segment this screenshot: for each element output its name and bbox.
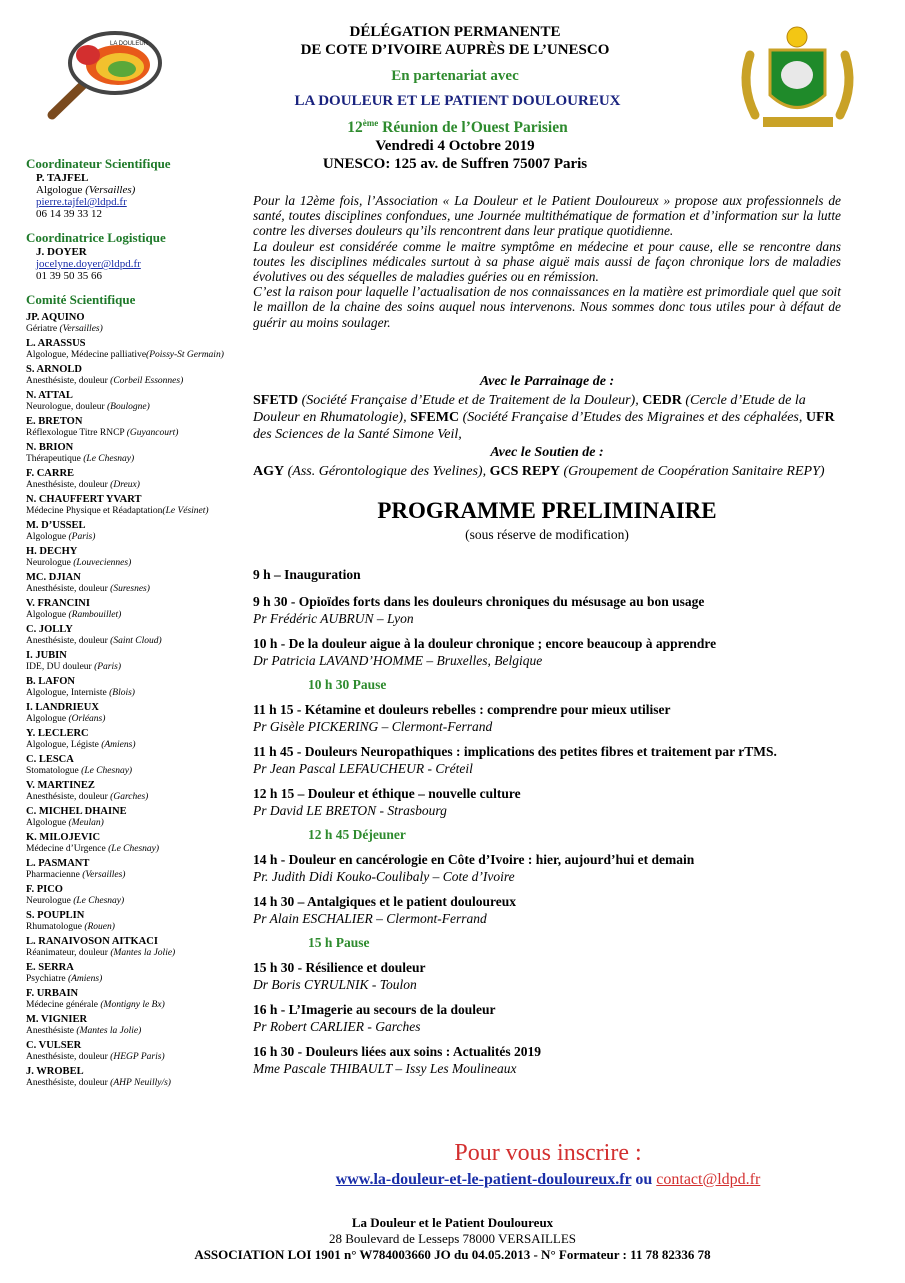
programme-session — [253, 893, 853, 927]
coordinator-scientific-title: Coordinateur Scientifique — [26, 156, 171, 171]
member-name: F. PICO — [26, 884, 63, 895]
session-speaker: Mme Pascale THIBAULT – Issy Les Moulineaux — [253, 1061, 517, 1076]
member-name: I. JUBIN — [26, 650, 67, 661]
member-role: Algologue, Interniste (Blois) — [26, 688, 135, 698]
member-name: S. ARNOLD — [26, 364, 83, 375]
member-name: JP. AQUINO — [26, 312, 85, 323]
session-speaker: Dr Boris CYRULNIK - Toulon — [253, 977, 417, 992]
committee-member — [26, 702, 241, 725]
member-role: Neurologue, douleur (Boulogne) — [26, 402, 150, 412]
committee-member — [26, 728, 241, 751]
programme-list — [253, 566, 853, 1085]
member-role: Anesthésiste, douleur (HEGP Paris) — [26, 1052, 165, 1062]
member-role: IDE, DU douleur (Paris) — [26, 662, 121, 672]
partnership-label: En partenariat avec — [391, 68, 519, 84]
member-name: C. LESCA — [26, 754, 74, 765]
meeting-venue: UNESCO: 125 av. de Suffren 75007 Paris — [322, 156, 588, 172]
member-role: Réanimateur, douleur (Mantes la Jolie) — [26, 948, 176, 958]
member-name: L. RANAIVOSON AITKACI — [26, 936, 158, 947]
committee-member — [26, 832, 241, 855]
member-role: Anesthésiste, douleur (Suresnes) — [26, 584, 150, 594]
programme-subtitle: (sous réserve de modification) — [465, 527, 629, 542]
member-role: Neurologue (Le Chesnay) — [26, 896, 125, 906]
member-name: N. ATTAL — [26, 390, 73, 401]
website-link[interactable]: www.la-douleur-et-le-patient-douloureux.fr — [335, 1171, 632, 1188]
meeting-date: Vendredi 4 Octobre 2019 — [375, 138, 535, 154]
coordinator-scientific-role: Algologue (Versailles) — [36, 184, 136, 196]
committee-member — [26, 624, 241, 647]
committee-member — [26, 858, 241, 881]
session-speaker: Pr Frédéric AUBRUN – Lyon — [253, 611, 414, 626]
session-speaker: Pr Jean Pascal LEFAUCHEUR - Créteil — [253, 761, 473, 776]
session-speaker: Pr. Judith Didi Kouko-Coulibaly – Cote d’Ivoire — [253, 869, 515, 884]
committee-member — [26, 312, 241, 335]
member-role: Médecine Physique et Réadaptation(Le Vésinet) — [26, 506, 209, 516]
committee-member — [26, 442, 241, 465]
session-speaker: Pr David LE BRETON - Strasbourg — [253, 803, 447, 818]
programme-session — [253, 851, 853, 885]
delegation-line-2: DE COTE D’IVOIRE AUPRÈS DE L’UNESCO — [300, 42, 610, 58]
member-role: Médecine d’Urgence (Le Chesnay) — [26, 844, 160, 854]
session-title: 11 h 45 - Douleurs Neuropathiques : implications des petites fibres et traitement par rTMS. — [253, 744, 777, 759]
session-title: 14 h - Douleur en cancérologie en Côte d’Ivoire : hier, aujourd’hui et demain — [253, 852, 695, 867]
session-title: 15 h 30 - Résilience et douleur — [253, 960, 426, 975]
member-name: C. JOLLY — [26, 624, 73, 635]
member-role: Algologue (Meulan) — [26, 818, 104, 828]
member-name: F. URBAIN — [26, 988, 79, 999]
member-role: Pharmacienne (Versailles) — [26, 870, 126, 880]
session-title: 10 h - De la douleur aigue à la douleur chronique ; encore beaucoup à apprendre — [253, 636, 717, 651]
member-role: Réflexologue Titre RNCP (Guyancourt) — [26, 428, 179, 438]
member-role: Anesthésiste, douleur (Corbeil Essonnes) — [26, 376, 184, 386]
committee-member — [26, 546, 241, 569]
member-role: Anesthésiste, douleur (Garches) — [26, 792, 149, 802]
committee-member — [26, 650, 241, 673]
session-speaker: Pr Alain ESCHALIER – Clermont-Ferrand — [253, 911, 487, 926]
member-name: L. PASMANT — [26, 858, 90, 869]
session-speaker: Pr Gisèle PICKERING – Clermont-Ferrand — [253, 719, 493, 734]
register-heading: Pour vous inscrire : — [454, 1140, 642, 1166]
session-title: 16 h - L’Imagerie au secours de la douleur — [253, 1002, 496, 1017]
member-role: Thérapeutique (Le Chesnay) — [26, 454, 135, 464]
coordinator-scientific-email-link[interactable]: pierre.tajfel@ldpd.fr — [36, 196, 127, 208]
member-name: L. ARASSUS — [26, 338, 86, 349]
member-role: Stomatologue (Le Chesnay) — [26, 766, 133, 776]
committee-member — [26, 936, 241, 959]
committee-member — [26, 806, 241, 829]
parrainage-list: SFETD (Société Française d’Etude et de Traitement de la Douleur), CEDR (Cercle d’Etude de la Douleur en Rhumatologie), SFEMC (Société Française d’Etudes des Migraines et des céphalées, UFR des Sciences de la Santé Simone Veil, — [253, 393, 835, 442]
member-role: Neurologue (Louveciennes) — [26, 558, 132, 568]
programme-session — [253, 743, 853, 777]
member-name: MC. DJIAN — [26, 572, 81, 583]
committee-member — [26, 780, 241, 803]
member-role: Anesthésiste, douleur (Dreux) — [26, 480, 140, 490]
committee-member — [26, 1066, 241, 1089]
footer-legal: ASSOCIATION LOI 1901 n° W784003660 JO du 04.05.2013 - N° Formateur : 11 78 82336 78 — [194, 1247, 711, 1262]
member-role: Algologue (Rambouillet) — [26, 610, 122, 620]
soutien-list: AGY (Ass. Gérontologique des Yvelines), GCS REPY (Groupement de Coopération Sanitaire REPY) — [253, 464, 825, 479]
member-role: Algologue, Légiste (Amiens) — [26, 740, 136, 750]
committee-member — [26, 494, 241, 517]
member-name: E. BRETON — [26, 416, 83, 427]
member-name: H. DECHY — [26, 546, 78, 557]
session-title: 12 h 15 – Douleur et éthique – nouvelle culture — [253, 786, 521, 801]
organization-name: LA DOULEUR ET LE PATIENT DOULOUREUX — [294, 93, 621, 109]
member-name: Y. LECLERC — [26, 728, 89, 739]
intro-paragraph: La douleur est considérée comme le maitre symptôme en médecine et pour cause, elle se rencontre dans toutes les disciplines médicales surtout à sa phase aiguë mais aussi de façon chronique lors de maladies évolutives ou des séquelles de maladies guéries ou en rémission. — [253, 238, 841, 285]
programme-session — [253, 959, 853, 993]
soutien-title: Avec le Soutien de : — [490, 445, 604, 460]
committee-member — [26, 364, 241, 387]
programme-break: 10 h 30 Pause — [308, 677, 387, 692]
member-role: Psychiatre (Amiens) — [26, 974, 103, 984]
coordinator-scientific-phone: 06 14 39 33 12 — [36, 208, 102, 220]
committee-member — [26, 572, 241, 595]
session-title: 14 h 30 – Antalgiques et le patient douloureux — [253, 894, 517, 909]
programme-title: PROGRAMME PRELIMINAIRE — [377, 498, 717, 523]
committee-member — [26, 520, 241, 543]
committee-list — [26, 312, 241, 1089]
committee-member — [26, 754, 241, 777]
member-name: E. SERRA — [26, 962, 74, 973]
programme-session — [253, 1043, 853, 1077]
register-links: www.la-douleur-et-le-patient-douloureux.fr ou contact@ldpd.fr — [335, 1171, 761, 1188]
member-name: J. WROBEL — [26, 1066, 84, 1077]
coordinator-logistic-name: J. DOYER — [36, 246, 87, 258]
programme-break: 15 h Pause — [308, 935, 370, 950]
intro-paragraph: C’est la raison pour laquelle l’actualisation de nos connaissances en la matière est primordiale quel que soit le maillon de la chaine des soins auquel nous intervenons. Nous sommes donc tous utiles pour à défaut de guérir au moins soulager. — [253, 284, 841, 330]
programme-session — [253, 566, 853, 583]
member-name: V. FRANCINI — [26, 598, 90, 609]
committee-member — [26, 910, 241, 933]
member-name: V. MARTINEZ — [26, 780, 95, 791]
committee-member — [26, 1014, 241, 1037]
svg-text:LA DOULEUR: LA DOULEUR — [110, 41, 149, 47]
programme-session — [253, 635, 853, 669]
programme-break: 12 h 45 Déjeuner — [308, 827, 406, 842]
intro-paragraph: Pour la 12ème fois, l’Association « La Douleur et le Patient Douloureux » propose aux professionnels de santé, toutes disciplines confondues, une Journée multithématique de formation et d’information sur la lutte contre les diverses douleurs qu’ils rencontrent dans leur pratique quotidienne. — [253, 193, 841, 239]
committee-member — [26, 338, 241, 361]
member-name: I. LANDRIEUX — [26, 702, 99, 713]
session-title: 11 h 15 - Kétamine et douleurs rebelles : comprendre pour mieux utiliser — [253, 702, 671, 717]
contact-email-link[interactable]: contact@ldpd.fr — [656, 1171, 761, 1188]
committee-member — [26, 416, 241, 439]
member-role: Médecine générale (Montigny le Bx) — [26, 1000, 165, 1010]
coordinator-logistic-email-link[interactable]: jocelyne.doyer@ldpd.fr — [36, 258, 141, 270]
committee-member — [26, 1040, 241, 1063]
member-name: N. CHAUFFERT YVART — [26, 494, 142, 505]
member-role: Algologue, Médecine palliative(Poissy-St Germain) — [26, 350, 224, 360]
scientific-committee-title: Comité Scientifique — [26, 292, 136, 307]
sidebar — [26, 150, 241, 1089]
member-name: M. VIGNIER — [26, 1014, 88, 1025]
member-name: C. MICHEL DHAINE — [26, 806, 127, 817]
programme-session — [253, 1001, 853, 1035]
committee-member — [26, 390, 241, 413]
footer-org: La Douleur et le Patient Douloureux — [351, 1215, 554, 1230]
committee-member — [26, 468, 241, 491]
coordinator-logistic-phone: 01 39 50 35 66 — [36, 270, 102, 282]
committee-member — [26, 676, 241, 699]
member-name: N. BRION — [26, 442, 74, 453]
coordinator-scientific-name: P. TAJFEL — [36, 172, 89, 184]
member-role: Anesthésiste, douleur (AHP Neuilly/s) — [26, 1078, 171, 1088]
member-role: Anesthésiste (Mantes la Jolie) — [26, 1026, 142, 1036]
member-role: Algologue (Orléans) — [26, 714, 106, 724]
member-role: Algologue (Paris) — [26, 532, 96, 542]
member-name: C. VULSER — [26, 1040, 82, 1051]
committee-member — [26, 884, 241, 907]
member-role: Gériatre (Versailles) — [26, 324, 103, 334]
committee-member — [26, 988, 241, 1011]
member-name: B. LAFON — [26, 676, 76, 687]
coordinator-logistic-title: Coordinatrice Logistique — [26, 230, 166, 245]
delegation-line-1: DÉLÉGATION PERMANENTE — [349, 24, 561, 40]
session-title: 9 h – Inauguration — [253, 567, 361, 582]
session-speaker: Dr Patricia LAVAND’HOMME – Bruxelles, Belgique — [253, 653, 543, 668]
member-name: S. POUPLIN — [26, 910, 85, 921]
programme-session — [253, 593, 853, 627]
meeting-title: 12ème Réunion de l’Ouest Parisien — [347, 118, 568, 137]
member-role: Rhumatologue (Rouen) — [26, 922, 115, 932]
parrainage-title: Avec le Parrainage de : — [479, 374, 615, 389]
footer-address: 28 Boulevard de Lesseps 78000 VERSAILLES — [328, 1231, 577, 1246]
session-title: 16 h 30 - Douleurs liées aux soins : Actualités 2019 — [253, 1044, 542, 1059]
member-role: Anesthésiste, douleur (Saint Cloud) — [26, 636, 162, 646]
committee-member — [26, 962, 241, 985]
intro-text — [253, 193, 841, 330]
member-name: K. MILOJEVIC — [26, 832, 101, 843]
session-speaker: Pr Robert CARLIER - Garches — [253, 1019, 421, 1034]
session-title: 9 h 30 - Opioïdes forts dans les douleurs chroniques du mésusage au bon usage — [253, 594, 705, 609]
programme-session — [253, 785, 853, 819]
programme-session — [253, 701, 853, 735]
member-name: F. CARRE — [26, 468, 75, 479]
committee-member — [26, 598, 241, 621]
member-name: M. D’USSEL — [26, 520, 86, 531]
